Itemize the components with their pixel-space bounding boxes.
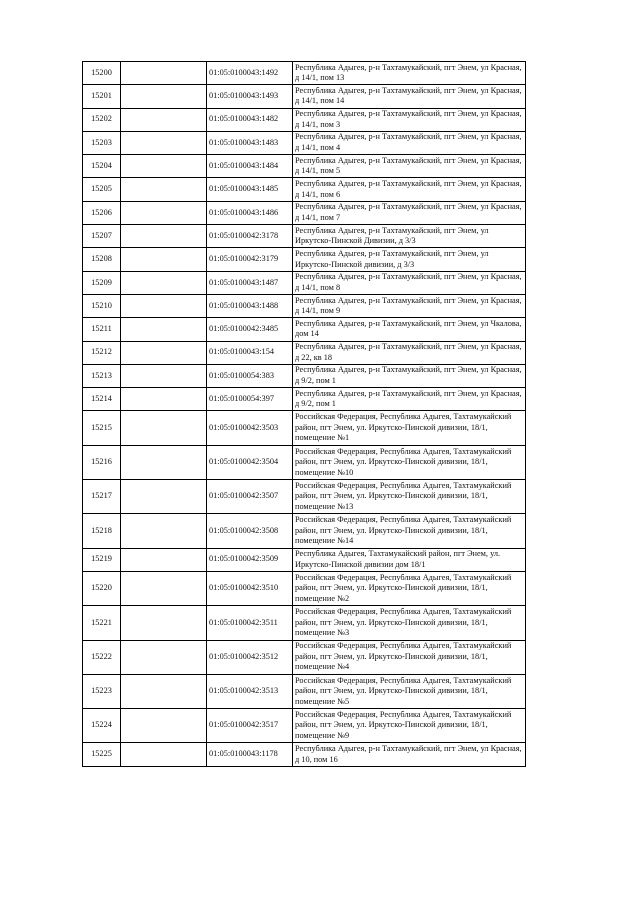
- table-row: [83, 131, 526, 154]
- empty-cell: [121, 743, 207, 766]
- empty-cell: [121, 548, 207, 571]
- row-number: 15203: [83, 131, 121, 154]
- row-number: 15223: [83, 674, 121, 708]
- cadastral-number: 01:05:0100042:3508: [207, 514, 293, 548]
- cadastral-number: 01:05:0100042:3510: [207, 571, 293, 605]
- cadastral-number: 01:05:0100043:154: [207, 341, 293, 364]
- empty-cell: [121, 571, 207, 605]
- table-row: [83, 108, 526, 131]
- row-number: 15220: [83, 571, 121, 605]
- address: Республика Адыгея, р-н Тахтамукайский, пгт Энем, ул Красная, д 9/2, пом 1: [293, 388, 526, 411]
- address: Российская Федерация, Республика Адыгея, Тахтамукайский район, пгт Энем, ул. Иркутско-Пинской дивизии, 18/1, помещение №9: [293, 709, 526, 743]
- table-row: [83, 514, 526, 548]
- empty-cell: [121, 674, 207, 708]
- empty-cell: [121, 640, 207, 674]
- row-number: 15207: [83, 225, 121, 248]
- empty-cell: [121, 388, 207, 411]
- cadastral-number: 01:05:0100043:1488: [207, 294, 293, 317]
- empty-cell: [121, 62, 207, 85]
- address: Российская Федерация, Республика Адыгея, Тахтамукайский район, пгт Энем, ул. Иркутско-Пинской дивизии, 18/1, помещение №13: [293, 480, 526, 514]
- address: Республика Адыгея, р-н Тахтамукайский, пгт Энем, ул Красная, д 14/1, пом 9: [293, 294, 526, 317]
- empty-cell: [121, 364, 207, 387]
- row-number: 15200: [83, 62, 121, 85]
- address: Республика Адыгея, р-н Тахтамукайский, пгт Энем, ул Красная, д 14/1, пом 13: [293, 62, 526, 85]
- row-number: 15206: [83, 201, 121, 224]
- table-row: [83, 640, 526, 674]
- address: Республика Адыгея, р-н Тахтамукайский, пгт Энем, ул Красная, д 14/1, пом 8: [293, 271, 526, 294]
- address: Республика Адыгея, р-н Тахтамукайский, пгт Энем, ул Иркутско-Пинской дивизии, д 3/3: [293, 248, 526, 271]
- row-number: 15212: [83, 341, 121, 364]
- row-number: 15221: [83, 606, 121, 640]
- address: Республика Адыгея, р-н Тахтамукайский, пгт Энем, ул Красная, д 14/1, пом 14: [293, 85, 526, 108]
- cadastral-number: 01:05:0100042:3179: [207, 248, 293, 271]
- table-row: [83, 445, 526, 479]
- row-number: 15209: [83, 271, 121, 294]
- cadastral-number: 01:05:0100042:3512: [207, 640, 293, 674]
- table-row: [83, 341, 526, 364]
- empty-cell: [121, 108, 207, 131]
- table-row: [83, 743, 526, 766]
- cadastral-number: 01:05:0100042:3485: [207, 318, 293, 341]
- table-row: [83, 674, 526, 708]
- cadastral-number: 01:05:0100042:3509: [207, 548, 293, 571]
- cadastral-number: 01:05:0100054:383: [207, 364, 293, 387]
- row-number: 15222: [83, 640, 121, 674]
- empty-cell: [121, 271, 207, 294]
- table-row: [83, 318, 526, 341]
- table-row: [83, 62, 526, 85]
- cadastral-number: 01:05:0100042:3504: [207, 445, 293, 479]
- address: Республика Адыгея, р-н Тахтамукайский, пгт Энем, ул Красная, д 14/1, пом 7: [293, 201, 526, 224]
- property-registry-table: [82, 61, 526, 767]
- cadastral-number: 01:05:0100043:1483: [207, 131, 293, 154]
- table-row: [83, 248, 526, 271]
- table-row: [83, 480, 526, 514]
- address: Российская Федерация, Республика Адыгея, Тахтамукайский район, пгт Энем, ул. Иркутско-Пинской дивизии, 18/1, помещение №3: [293, 606, 526, 640]
- table-row: [83, 364, 526, 387]
- table-row: [83, 548, 526, 571]
- address: Республика Адыгея, р-н Тахтамукайский, пгт Энем, ул Красная, д 14/1, пом 3: [293, 108, 526, 131]
- cadastral-number: 01:05:0100043:1493: [207, 85, 293, 108]
- row-number: 15216: [83, 445, 121, 479]
- address: Республика Адыгея, р-н Тахтамукайский, пгт Энем, ул Красная, д 10, пом 16: [293, 743, 526, 766]
- address: Российская Федерация, Республика Адыгея, Тахтамукайский район, пгт Энем, ул. Иркутско-Пинской дивизии, 18/1, помещение №2: [293, 571, 526, 605]
- row-number: 15219: [83, 548, 121, 571]
- empty-cell: [121, 294, 207, 317]
- empty-cell: [121, 201, 207, 224]
- cadastral-number: 01:05:0100042:3178: [207, 225, 293, 248]
- address: Республика Адыгея, Тахтамукайский район, пгт Энем, ул. Иркутско-Пинской дивизии дом 18/1: [293, 548, 526, 571]
- empty-cell: [121, 514, 207, 548]
- empty-cell: [121, 341, 207, 364]
- row-number: 15224: [83, 709, 121, 743]
- address: Республика Адыгея, р-н Тахтамукайский, пгт Энем, ул Красная, д 14/1, пом 5: [293, 155, 526, 178]
- empty-cell: [121, 606, 207, 640]
- address: Российская Федерация, Республика Адыгея, Тахтамукайский район, пгт Энем, ул. Иркутско-Пинской дивизии, 18/1, помещение №4: [293, 640, 526, 674]
- address: Республика Адыгея, р-н Тахтамукайский, пгт Энем, ул Красная, д 14/1, пом 4: [293, 131, 526, 154]
- row-number: 15225: [83, 743, 121, 766]
- table-row: [83, 571, 526, 605]
- row-number: 15208: [83, 248, 121, 271]
- cadastral-number: 01:05:0100043:1492: [207, 62, 293, 85]
- empty-cell: [121, 178, 207, 201]
- cadastral-number: 01:05:0100043:1482: [207, 108, 293, 131]
- cadastral-number: 01:05:0100043:1484: [207, 155, 293, 178]
- row-number: 15217: [83, 480, 121, 514]
- cadastral-number: 01:05:0100043:1486: [207, 201, 293, 224]
- row-number: 15202: [83, 108, 121, 131]
- address: Республика Адыгея, р-н Тахтамукайский, пгт Энем, ул Иркутско-Пинской Дивизии, д 3/3: [293, 225, 526, 248]
- table-row: [83, 85, 526, 108]
- table-row: [83, 271, 526, 294]
- row-number: 15201: [83, 85, 121, 108]
- row-number: 15215: [83, 411, 121, 445]
- empty-cell: [121, 480, 207, 514]
- table-row: [83, 155, 526, 178]
- address: Республика Адыгея, р-н Тахтамукайский, пгт Энем, ул Красная, д 9/2, пом 1: [293, 364, 526, 387]
- row-number: 15205: [83, 178, 121, 201]
- empty-cell: [121, 85, 207, 108]
- empty-cell: [121, 248, 207, 271]
- empty-cell: [121, 318, 207, 341]
- cadastral-number: 01:05:0100042:3507: [207, 480, 293, 514]
- cadastral-number: 01:05:0100043:1485: [207, 178, 293, 201]
- empty-cell: [121, 709, 207, 743]
- address: Республика Адыгея, р-н Тахтамукайский, пгт Энем, ул Красная, д 22, кв 18: [293, 341, 526, 364]
- table-row: [83, 388, 526, 411]
- row-number: 15214: [83, 388, 121, 411]
- address: Российская Федерация, Республика Адыгея, Тахтамукайский район, пгт Энем, ул. Иркутско-Пинской дивизии, 18/1, помещение №14: [293, 514, 526, 548]
- cadastral-number: 01:05:0100054:397: [207, 388, 293, 411]
- table-row: [83, 225, 526, 248]
- empty-cell: [121, 411, 207, 445]
- row-number: 15204: [83, 155, 121, 178]
- table-row: [83, 178, 526, 201]
- empty-cell: [121, 155, 207, 178]
- row-number: 15213: [83, 364, 121, 387]
- table-row: [83, 201, 526, 224]
- row-number: 15218: [83, 514, 121, 548]
- empty-cell: [121, 445, 207, 479]
- row-number: 15211: [83, 318, 121, 341]
- empty-cell: [121, 131, 207, 154]
- table-row: [83, 606, 526, 640]
- cadastral-number: 01:05:0100042:3503: [207, 411, 293, 445]
- cadastral-number: 01:05:0100042:3513: [207, 674, 293, 708]
- cadastral-number: 01:05:0100042:3517: [207, 709, 293, 743]
- row-number: 15210: [83, 294, 121, 317]
- table-row: [83, 294, 526, 317]
- address: Российская Федерация, Республика Адыгея, Тахтамукайский район, пгт Энем, ул. Иркутско-Пинской дивизии, 18/1, помещение №5: [293, 674, 526, 708]
- address: Республика Адыгея, р-н Тахтамукайский, пгт Энем, ул Красная, д 14/1, пом 6: [293, 178, 526, 201]
- empty-cell: [121, 225, 207, 248]
- table-row: [83, 709, 526, 743]
- cadastral-number: 01:05:0100043:1487: [207, 271, 293, 294]
- address: Российская Федерация, Республика Адыгея, Тахтамукайский район, пгт Энем, ул. Иркутско-Пинской дивизии, 18/1, помещение №10: [293, 445, 526, 479]
- cadastral-number: 01:05:0100042:3511: [207, 606, 293, 640]
- table-row: [83, 411, 526, 445]
- address: Российская Федерация, Республика Адыгея, Тахтамукайский район, пгт Энем, ул. Иркутско-Пинской дивизии, 18/1, помещение №1: [293, 411, 526, 445]
- address: Республика Адыгея, р-н Тахтамукайский, пгт Энем, ул Чкалова, дом 14: [293, 318, 526, 341]
- cadastral-number: 01:05:0100043:1178: [207, 743, 293, 766]
